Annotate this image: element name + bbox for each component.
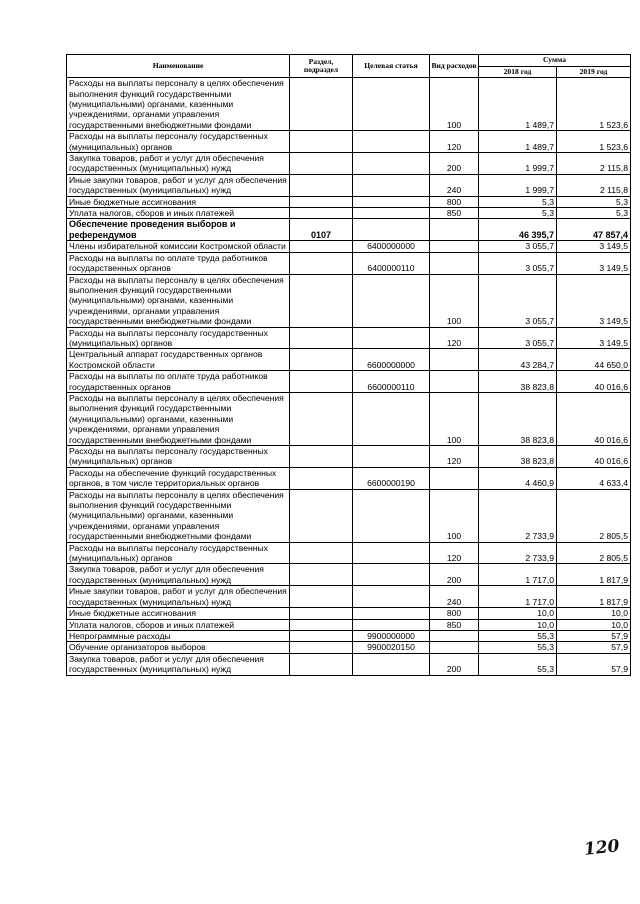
- row-section: [290, 467, 353, 489]
- row-target: [353, 542, 430, 564]
- row-type: 120: [430, 327, 479, 349]
- row-sum-2018: 43 284,7: [479, 349, 557, 371]
- table-row: [67, 274, 631, 327]
- table-header: [67, 55, 631, 78]
- row-sum-2019: 1 523,6: [557, 131, 631, 153]
- row-target: [353, 446, 430, 468]
- row-name: Уплата налогов, сборов и иных платежей: [67, 619, 290, 630]
- table-row: [67, 174, 631, 196]
- row-sum-2018: 4 460,9: [479, 467, 557, 489]
- row-sum-2018: 3 055,7: [479, 252, 557, 274]
- row-type: 200: [430, 653, 479, 675]
- row-section: [290, 153, 353, 175]
- row-type: 240: [430, 174, 479, 196]
- row-sum-2019: 10,0: [557, 619, 631, 630]
- row-sum-2019: 57,9: [557, 630, 631, 641]
- row-section: [290, 196, 353, 207]
- row-name: Обучение организаторов выборов: [67, 642, 290, 653]
- row-type: 100: [430, 78, 479, 131]
- row-name: Иные закупки товаров, работ и услуг для обеспечения государственных (муниципальных) нужд: [67, 586, 290, 608]
- row-type: [430, 642, 479, 653]
- table-row: [67, 630, 631, 641]
- table-row: [67, 446, 631, 468]
- row-name: Закупка товаров, работ и услуг для обеспечения государственных (муниципальных) нужд: [67, 564, 290, 586]
- row-sum-2018: 38 823,8: [479, 446, 557, 468]
- page-number: 120: [583, 836, 621, 860]
- table-row: [67, 153, 631, 175]
- row-sum-2018: 1 999,7: [479, 174, 557, 196]
- row-target: 6400000110: [353, 252, 430, 274]
- table-row: [67, 208, 631, 219]
- row-name: Члены избирательной комиссии Костромской области: [67, 241, 290, 252]
- header-year-2019: 2019 год: [557, 66, 631, 78]
- row-sum-2019: 1 817,9: [557, 586, 631, 608]
- row-sum-2019: 4 633,4: [557, 467, 631, 489]
- row-type: 240: [430, 586, 479, 608]
- row-section: [290, 252, 353, 274]
- row-section: [290, 653, 353, 675]
- row-target: [353, 174, 430, 196]
- row-sum-2018: 1 717,0: [479, 586, 557, 608]
- table-row: [67, 131, 631, 153]
- row-sum-2018: 1 489,7: [479, 78, 557, 131]
- row-target: 9900000000: [353, 630, 430, 641]
- row-name: Расходы на обеспечение функций государственных органов, в том числе территориальных органов: [67, 467, 290, 489]
- row-type: 200: [430, 564, 479, 586]
- row-type: 100: [430, 392, 479, 445]
- row-type: 100: [430, 489, 479, 542]
- row-name: Иные бюджетные ассигнования: [67, 608, 290, 619]
- row-target: [353, 274, 430, 327]
- row-type: 200: [430, 153, 479, 175]
- row-sum-2018: 5,3: [479, 196, 557, 207]
- row-name: Обеспечение проведения выборов и референдумов: [67, 219, 290, 241]
- row-target: [353, 564, 430, 586]
- row-sum-2018: 1 999,7: [479, 153, 557, 175]
- table-row: [67, 196, 631, 207]
- row-section: [290, 608, 353, 619]
- row-sum-2018: 3 055,7: [479, 274, 557, 327]
- row-sum-2019: 5,3: [557, 196, 631, 207]
- table-row: [67, 489, 631, 542]
- row-name: Расходы на выплаты персоналу государственных (муниципальных) органов: [67, 446, 290, 468]
- row-type: 120: [430, 542, 479, 564]
- table-row: [67, 619, 631, 630]
- row-section: [290, 274, 353, 327]
- table-row: [67, 252, 631, 274]
- row-sum-2019: 40 016,6: [557, 392, 631, 445]
- row-name: Расходы на выплаты персоналу государственных (муниципальных) органов: [67, 327, 290, 349]
- row-target: [353, 327, 430, 349]
- row-section: [290, 542, 353, 564]
- header-sum: Сумма: [479, 55, 631, 67]
- row-name: Центральный аппарат государственных органов Костромской области: [67, 349, 290, 371]
- row-sum-2018: 1 717,0: [479, 564, 557, 586]
- row-type: 800: [430, 608, 479, 619]
- row-sum-2019: 40 016,6: [557, 371, 631, 393]
- row-name: Иные закупки товаров, работ и услуг для обеспечения государственных (муниципальных) нужд: [67, 174, 290, 196]
- row-name: Иные бюджетные ассигнования: [67, 196, 290, 207]
- row-sum-2018: 2 733,9: [479, 489, 557, 542]
- row-section: [290, 619, 353, 630]
- row-section: [290, 174, 353, 196]
- row-section: [290, 642, 353, 653]
- row-target: [353, 608, 430, 619]
- row-sum-2019: 2 115,8: [557, 174, 631, 196]
- row-type: [430, 219, 479, 241]
- row-target: [353, 619, 430, 630]
- header-section: Раздел, подраздел: [290, 55, 353, 78]
- row-sum-2019: 2 805,5: [557, 542, 631, 564]
- row-name: Расходы на выплаты персоналу в целях обеспечения выполнения функций государственными (муниципальными) органами, казенными учреждениями, органами управления государственными внебюджетными фондами: [67, 392, 290, 445]
- row-sum-2018: 2 733,9: [479, 542, 557, 564]
- row-target: [353, 78, 430, 131]
- row-target: [353, 392, 430, 445]
- row-sum-2018: 3 055,7: [479, 241, 557, 252]
- row-section: [290, 371, 353, 393]
- table-row: [67, 349, 631, 371]
- row-target: 6600000000: [353, 349, 430, 371]
- row-sum-2018: 38 823,8: [479, 371, 557, 393]
- table-row: [67, 241, 631, 252]
- table-row: [67, 642, 631, 653]
- table-row: [67, 653, 631, 675]
- row-name: Закупка товаров, работ и услуг для обеспечения государственных (муниципальных) нужд: [67, 153, 290, 175]
- row-sum-2019: 40 016,6: [557, 446, 631, 468]
- row-name: Закупка товаров, работ и услуг для обеспечения государственных (муниципальных) нужд: [67, 653, 290, 675]
- row-sum-2018: 10,0: [479, 619, 557, 630]
- row-target: [353, 153, 430, 175]
- row-name: Расходы на выплаты персоналу в целях обеспечения выполнения функций государственными (муниципальными) органами, казенными учреждениями, органами управления государственными внебюджетными фондами: [67, 274, 290, 327]
- row-section: [290, 349, 353, 371]
- row-sum-2019: 2 805,5: [557, 489, 631, 542]
- row-section: 0107: [290, 219, 353, 241]
- row-sum-2019: 3 149,5: [557, 252, 631, 274]
- row-type: 850: [430, 619, 479, 630]
- row-type: [430, 630, 479, 641]
- row-section: [290, 446, 353, 468]
- row-type: [430, 241, 479, 252]
- budget-table: [66, 54, 631, 676]
- row-type: 850: [430, 208, 479, 219]
- row-target: [353, 219, 430, 241]
- header-name: Наименование: [67, 55, 290, 78]
- row-section: [290, 208, 353, 219]
- table-body: [67, 78, 631, 675]
- row-name: Расходы на выплаты персоналу государственных (муниципальных) органов: [67, 542, 290, 564]
- row-sum-2018: 3 055,7: [479, 327, 557, 349]
- row-section: [290, 392, 353, 445]
- row-type: 100: [430, 274, 479, 327]
- row-type: 800: [430, 196, 479, 207]
- row-sum-2018: 46 395,7: [479, 219, 557, 241]
- table-row: [67, 392, 631, 445]
- row-sum-2018: 55,3: [479, 630, 557, 641]
- row-type: [430, 349, 479, 371]
- row-sum-2018: 10,0: [479, 608, 557, 619]
- row-type: 120: [430, 446, 479, 468]
- row-sum-2019: 57,9: [557, 642, 631, 653]
- row-section: [290, 630, 353, 641]
- row-name: Расходы на выплаты персоналу государственных (муниципальных) органов: [67, 131, 290, 153]
- row-name: Расходы на выплаты персоналу в целях обеспечения выполнения функций государственными (муниципальными) органами, казенными учреждениями, органами управления государственными внебюджетными фондами: [67, 489, 290, 542]
- row-section: [290, 564, 353, 586]
- row-type: 120: [430, 131, 479, 153]
- table-row: [67, 586, 631, 608]
- row-sum-2019: 5,3: [557, 208, 631, 219]
- row-sum-2019: 3 149,5: [557, 274, 631, 327]
- row-section: [290, 327, 353, 349]
- row-sum-2019: 3 149,5: [557, 241, 631, 252]
- table-row: [67, 78, 631, 131]
- row-sum-2019: 2 115,8: [557, 153, 631, 175]
- row-section: [290, 489, 353, 542]
- row-name: Уплата налогов, сборов и иных платежей: [67, 208, 290, 219]
- row-name: Расходы на выплаты персоналу в целях обеспечения выполнения функций государственными (муниципальными) органами, казенными учреждениями, органами управления государственными внебюджетными фондами: [67, 78, 290, 131]
- row-target: [353, 131, 430, 153]
- table-row: [67, 219, 631, 241]
- table-row: [67, 467, 631, 489]
- row-sum-2018: 55,3: [479, 653, 557, 675]
- row-target: [353, 196, 430, 207]
- row-section: [290, 241, 353, 252]
- row-target: 6400000000: [353, 241, 430, 252]
- row-sum-2019: 47 857,4: [557, 219, 631, 241]
- table-row: [67, 608, 631, 619]
- row-sum-2018: 5,3: [479, 208, 557, 219]
- row-name: Расходы на выплаты по оплате труда работников государственных органов: [67, 371, 290, 393]
- table-row: [67, 542, 631, 564]
- row-sum-2019: 3 149,5: [557, 327, 631, 349]
- row-target: 6600000190: [353, 467, 430, 489]
- header-year-2018: 2018 год: [479, 66, 557, 78]
- row-sum-2019: 44 650,0: [557, 349, 631, 371]
- row-target: 9900020150: [353, 642, 430, 653]
- table-row: [67, 371, 631, 393]
- table-row: [67, 564, 631, 586]
- row-target: [353, 208, 430, 219]
- row-type: [430, 252, 479, 274]
- header-type: Вид расходов: [430, 55, 479, 78]
- row-name: Непрограммные расходы: [67, 630, 290, 641]
- row-section: [290, 586, 353, 608]
- row-target: [353, 489, 430, 542]
- table-row: [67, 327, 631, 349]
- row-name: Расходы на выплаты по оплате труда работников государственных органов: [67, 252, 290, 274]
- row-type: [430, 371, 479, 393]
- row-target: [353, 586, 430, 608]
- row-sum-2018: 38 823,8: [479, 392, 557, 445]
- row-sum-2018: 1 489,7: [479, 131, 557, 153]
- header-target: Целевая статья: [353, 55, 430, 78]
- row-sum-2019: 57,9: [557, 653, 631, 675]
- row-type: [430, 467, 479, 489]
- row-sum-2019: 1 523,6: [557, 78, 631, 131]
- row-sum-2019: 1 817,9: [557, 564, 631, 586]
- row-section: [290, 131, 353, 153]
- row-sum-2019: 10,0: [557, 608, 631, 619]
- row-sum-2018: 55,3: [479, 642, 557, 653]
- row-section: [290, 78, 353, 131]
- row-target: [353, 653, 430, 675]
- row-target: 6600000110: [353, 371, 430, 393]
